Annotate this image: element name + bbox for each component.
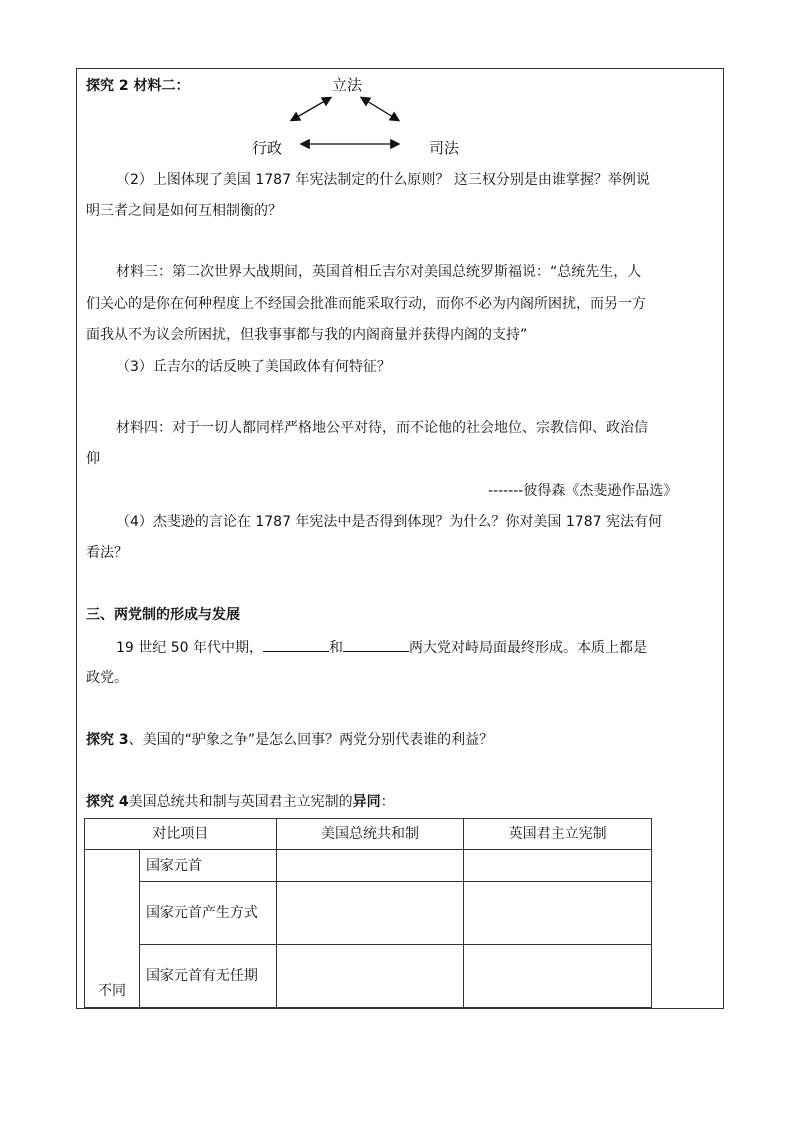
question-3: （3）丘吉尔的话反映了美国政体有何特征？	[116, 359, 391, 375]
header-us-system: 美国总统共和制	[276, 819, 464, 850]
cell-uk-selection-method[interactable]	[464, 882, 652, 945]
row-label-term-limit: 国家元首有无任期	[139, 945, 276, 1008]
material3-line2: 们关心的是你在何种程度上不经国会批准而能采取行动，而你不必为内阁所困扰，而另一方	[86, 296, 646, 312]
question-2-line1: （2）上图体现了美国 1787 年宪法制定的什么原则？ 这三权分别是由谁掌握？举例说	[116, 172, 650, 188]
cell-uk-term-limit[interactable]	[464, 945, 652, 1008]
explore4-colon: ：	[380, 794, 395, 810]
arrow-legislative-executive	[292, 98, 330, 120]
fill-blank-party2[interactable]	[343, 637, 409, 652]
explore4-emphasis: 异同	[352, 794, 381, 810]
header-uk-system: 英国君主立宪制	[464, 819, 652, 850]
explore4-text: 美国总统共和制与英国君主立宪制的	[128, 794, 353, 810]
explore4	[86, 792, 395, 812]
header-compare-item: 对比项目	[85, 819, 277, 850]
material3-line1: 材料三：第二次世界大战期间，英国首相丘吉尔对美国总统罗斯福说：“总统先生，人	[116, 264, 642, 280]
diagram-node-judicial: 司法	[429, 139, 460, 157]
checks-and-balances-arrows	[240, 70, 420, 150]
explore3	[86, 730, 493, 750]
material4-source: -------彼得森《杰斐逊作品选》	[488, 483, 678, 499]
arrow-legislative-judicial	[362, 98, 398, 120]
material3-line3: 面我从不为议会所困扰，但我事事都与我的内阁商量并获得内阁的支持”	[86, 327, 528, 343]
cell-us-term-limit[interactable]	[276, 945, 464, 1008]
table-row	[85, 945, 652, 1008]
table-row	[85, 882, 652, 945]
explore2-label: 探究 2 材料二：	[86, 78, 190, 94]
section3-heading: 三、两党制的形成与发展	[86, 607, 240, 623]
paragraph1-suffix: 两大党对峙局面最终形成。本质上都是	[408, 640, 647, 656]
cell-uk-head-of-state[interactable]	[464, 850, 652, 882]
paragraph1-mid: 和	[328, 640, 343, 656]
material4-line1: 材料四：对于一切人都同样严格地公平对待，而不论他的社会地位、宗教信仰、政治信	[116, 420, 648, 436]
group-label-differences: 不同	[85, 850, 140, 1008]
paragraph1-prefix: 19 世纪 50 年代中期，	[116, 640, 263, 656]
question-4-line1: （4）杰斐逊的言论在 1787 年宪法中是否得到体现？为什么？你对美国 1787 宪法有何	[116, 514, 662, 530]
cell-us-selection-method[interactable]	[276, 882, 464, 945]
table-header-row	[85, 819, 652, 850]
question-4-line2: 看法？	[86, 545, 128, 561]
explore4-label: 探究 4	[86, 794, 129, 810]
comparison-table	[84, 818, 652, 1008]
explore3-label: 探究 3	[86, 732, 129, 748]
section3-paragraph1	[116, 637, 647, 658]
material4-line2: 仰	[86, 451, 100, 467]
diagram-node-executive: 行政	[252, 139, 283, 157]
explore3-text: 、美国的“驴象之争”是怎么回事？两党分别代表谁的利益？	[128, 732, 494, 748]
row-label-head-of-state: 国家元首	[139, 850, 276, 882]
section3-paragraph2: 政党。	[86, 670, 128, 686]
question-2-line2: 明三者之间是如何互相制衡的？	[86, 203, 282, 219]
cell-us-head-of-state[interactable]	[276, 850, 464, 882]
row-label-selection-method: 国家元首产生方式	[139, 882, 276, 945]
table-row	[85, 850, 652, 882]
fill-blank-party1[interactable]	[263, 637, 329, 652]
diagram-node-legislative: 立法	[332, 76, 363, 94]
